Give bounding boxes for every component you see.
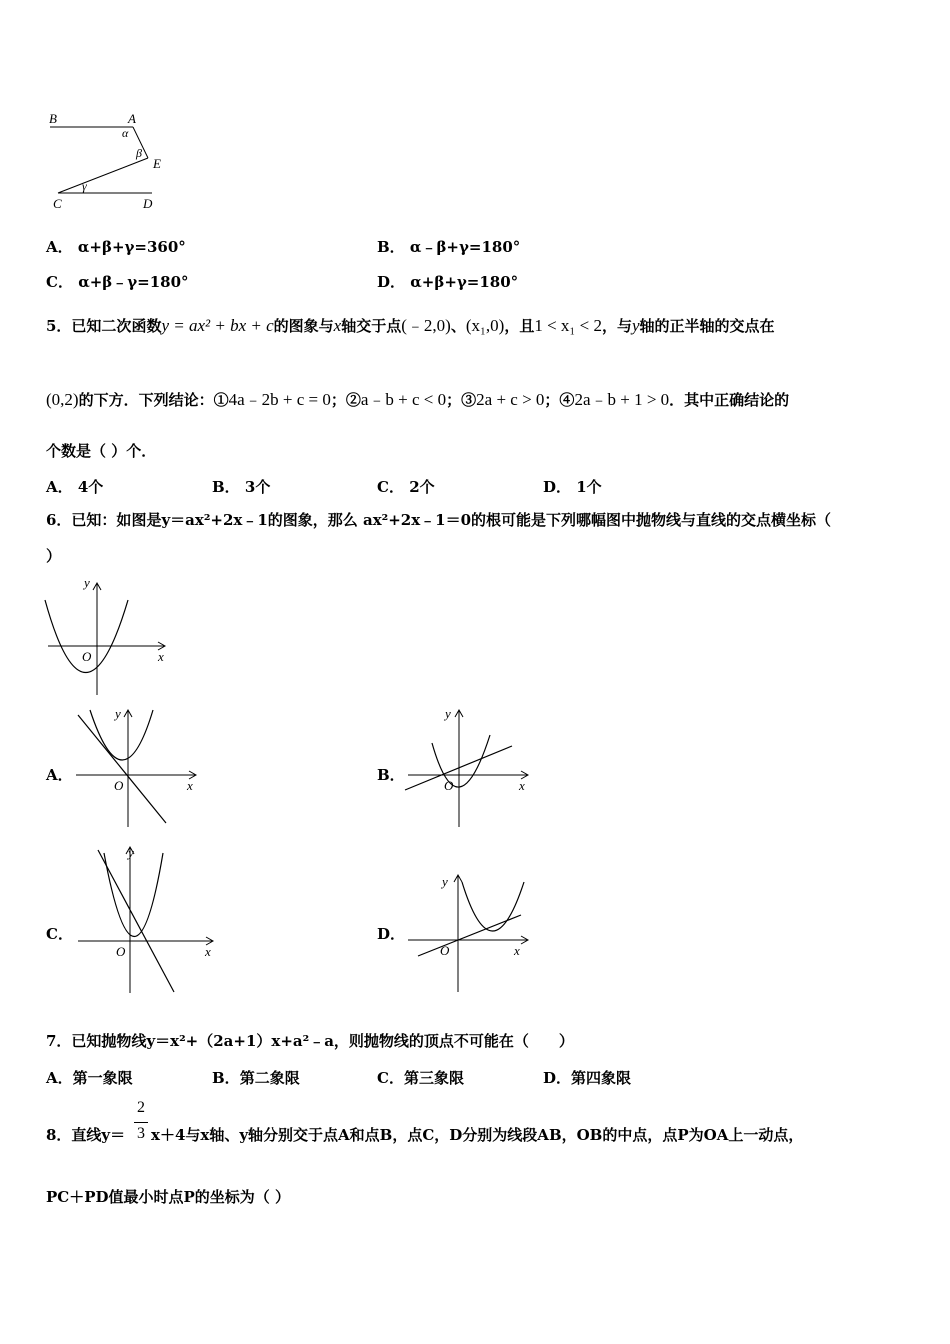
q6-option-b-graph[interactable] — [400, 705, 535, 830]
q4-label-alpha: α — [122, 126, 129, 140]
q5-point-1: (﹣2,0) — [401, 316, 451, 335]
q5-line-3: 个数是（ ）个． — [46, 442, 157, 460]
q8-fraction-denominator: 3 — [137, 1125, 145, 1142]
q4-label-gamma: γ — [82, 179, 87, 193]
q7-option-b[interactable]: B．第二象限 — [212, 1069, 300, 1087]
q5-conclusion-3: 2a + c > 0 — [476, 390, 545, 409]
q5-inequality: 1 < x₁ < 2 — [534, 316, 602, 335]
q6-main-graph — [40, 575, 175, 700]
q5-line-2: (0,2)的下方．下列结论：①4a﹣2b + c = 0；②a﹣b + c < 0；③2a + c > 0；④2a﹣b + 1 > 0．其中正确结论的 — [46, 390, 790, 409]
q8-fraction-bar — [134, 1122, 148, 1123]
q8-rest: x＋4与x轴、y轴分别交于点A和点B，点C，D分别为线段AB，OB的中点，点P为OA上一动点， — [151, 1126, 804, 1144]
q7-stem: 7．已知抛物线y＝x²+（2a+1）x+a²﹣a，则抛物线的顶点不可能在（ ） — [46, 1032, 574, 1050]
q5-option-b[interactable]: B． 3个 — [212, 478, 271, 496]
q5-point-2: (x₁,0) — [465, 316, 505, 335]
q6-c-origin: O — [116, 944, 126, 959]
q6-d-origin: O — [440, 943, 450, 958]
q6-a-y: y — [115, 706, 121, 721]
q5-option-c[interactable]: C． 2个 — [377, 478, 435, 496]
q6-main-x: x — [158, 649, 164, 664]
q6-b-origin: O — [444, 778, 454, 793]
q6-c-y: y — [128, 845, 134, 860]
q4-label-a: A — [128, 111, 136, 126]
q8-prefix: 8．直线y＝ — [46, 1126, 126, 1144]
q8-fraction-numerator: 2 — [137, 1099, 145, 1116]
q6-main-y: y — [84, 575, 90, 590]
q6-main-origin: O — [82, 649, 92, 664]
q4-option-b[interactable]: B． α﹣β+γ=180° — [377, 238, 521, 256]
q4-option-c[interactable]: C． α+β﹣γ=180° — [46, 273, 189, 291]
q4-label-beta: β — [136, 146, 142, 160]
q6-c-x: x — [205, 944, 211, 959]
q7-option-a[interactable]: A．第一象限 — [46, 1069, 133, 1087]
q6-a-origin: O — [114, 778, 124, 793]
q4-option-d[interactable]: D． α+β+γ=180° — [377, 273, 519, 291]
q6-option-c[interactable]: C． — [46, 925, 73, 943]
q5-conclusion-2: a﹣b + c < 0 — [360, 390, 447, 409]
q7-option-d[interactable]: D．第四象限 — [543, 1069, 632, 1087]
q6-d-y: y — [442, 874, 448, 889]
q4-label-e: E — [153, 156, 161, 171]
q5-point-3: (0,2) — [46, 390, 79, 409]
q6-b-y: y — [445, 706, 451, 721]
q6-option-a-graph[interactable] — [68, 705, 203, 830]
q6-line-2: ） — [46, 547, 62, 565]
q6-option-b[interactable]: B． — [377, 766, 405, 784]
q5-function: y = ax² + bx + c — [161, 316, 274, 335]
q6-a-x: x — [187, 778, 193, 793]
q5-conclusion-4: 2a﹣b + 1 > 0 — [574, 390, 670, 409]
q5-line-1: 5．已知二次函数y = ax² + bx + c的图象与x轴交于点(﹣2,0)、(x₁,0)，且1 < x₁ < 2，与y轴的正半轴的交点在 — [46, 316, 775, 335]
q6-line-1: 6．已知：如图是y＝ax²+2x﹣1的图象，那么 ax²+2x﹣1＝0的根可能是下列哪幅图中抛物线与直线的交点横坐标（ — [46, 511, 832, 529]
q4-label-b: B — [49, 111, 57, 126]
q6-option-d-graph[interactable] — [400, 870, 535, 995]
q8-line-2: PC＋PD值最小时点P的坐标为（ ） — [46, 1188, 291, 1206]
q4-option-a[interactable]: A． α+β+γ=360° — [46, 238, 186, 256]
q5-conclusion-1: 4a﹣2b + c = 0 — [228, 390, 331, 409]
q6-d-x: x — [514, 943, 520, 958]
q7-option-c[interactable]: C．第三象限 — [377, 1069, 464, 1087]
q6-option-c-graph[interactable] — [68, 845, 218, 995]
q6-b-x: x — [519, 778, 525, 793]
q5-option-a[interactable]: A． 4个 — [46, 478, 104, 496]
q4-label-d: D — [143, 196, 153, 211]
q6-option-d[interactable]: D． — [377, 925, 406, 943]
q5-option-d[interactable]: D． 1个 — [543, 478, 602, 496]
q4-angle-figure — [40, 110, 180, 215]
q6-option-a[interactable]: A． — [46, 766, 73, 784]
q4-label-c: C — [53, 196, 62, 211]
